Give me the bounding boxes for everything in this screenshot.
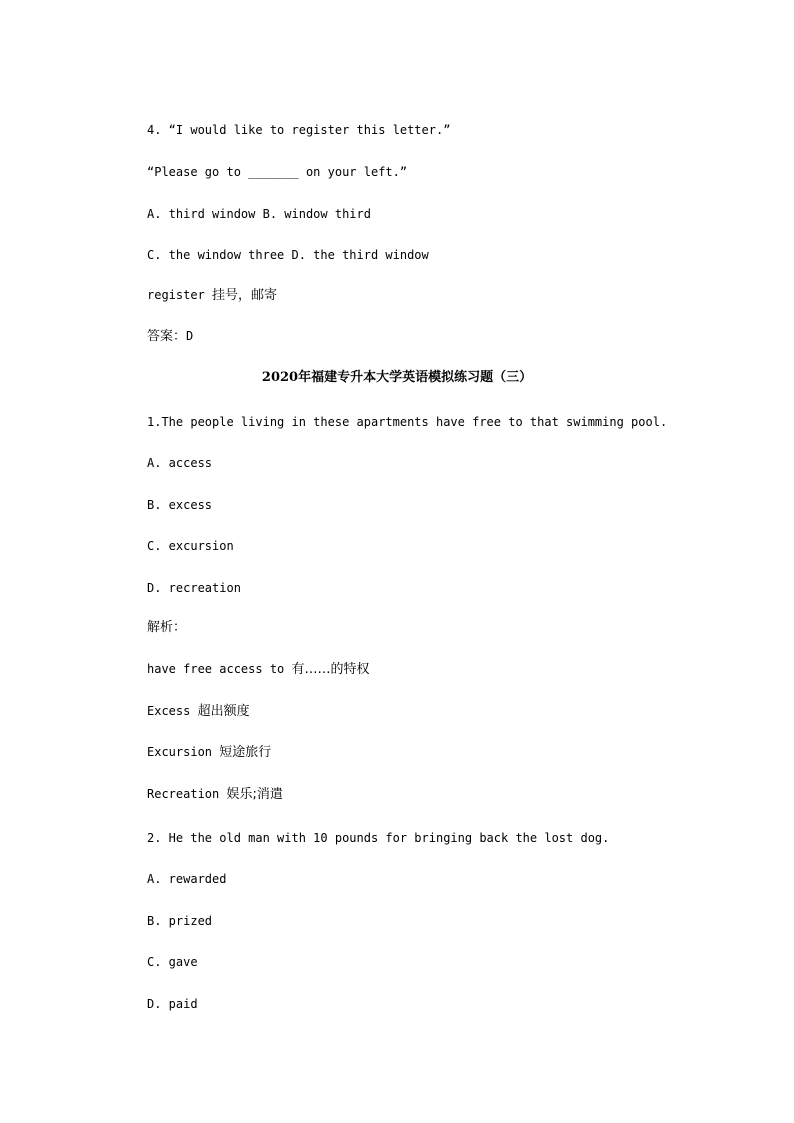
- note-zh: 超出额度: [197, 704, 250, 719]
- q4-note-en: register: [147, 288, 205, 302]
- q2-option-a: A. rewarded: [147, 872, 227, 886]
- section-title: 2020年福建专升本大学英语模拟练习题（三）: [261, 370, 533, 385]
- q1-option-b: B. excess: [147, 498, 213, 512]
- q2-question: 2. He the old man with 10 pounds for bringing back the lost dog.: [147, 831, 610, 845]
- q4-note: [147, 287, 277, 304]
- q4-options-cd: C. the window three D. the third window: [147, 248, 429, 262]
- q4-options-ab: A. third window B. window third: [147, 207, 371, 221]
- note-zh: 有……的特权: [291, 662, 370, 677]
- q4-reply: “Please go to _______ on your left.”: [147, 165, 408, 179]
- q1-option-d: D. recreation: [147, 581, 241, 595]
- analysis-label: 解析：: [147, 620, 187, 635]
- note-en: Excursion: [147, 745, 213, 759]
- answer-value: D: [186, 329, 194, 343]
- q1-option-a: A. access: [147, 456, 213, 470]
- q1-note: [147, 786, 283, 803]
- answer-label: 答案：: [147, 329, 187, 344]
- note-zh: 短途旅行: [219, 745, 272, 760]
- q4-question: 4. “I would like to register this letter.”: [147, 123, 451, 137]
- q1-note: [147, 744, 271, 761]
- q4-note-zh: 挂号，邮寄: [212, 288, 278, 303]
- q2-option-b: B. prized: [147, 914, 213, 928]
- note-en: have free access to: [147, 662, 285, 676]
- q1-note: [147, 661, 370, 678]
- q2-option-c: C. gave: [147, 955, 198, 969]
- q1-note: [147, 703, 250, 720]
- note-en: Excess: [147, 704, 191, 718]
- q2-option-d: D. paid: [147, 997, 198, 1011]
- note-en: Recreation: [147, 787, 220, 801]
- q1-question: 1.The people living in these apartments have free to that swimming pool.: [147, 415, 668, 429]
- q1-option-c: C. excursion: [147, 539, 234, 553]
- note-zh: 娱乐;消遣: [226, 787, 283, 802]
- q4-answer: [147, 328, 193, 345]
